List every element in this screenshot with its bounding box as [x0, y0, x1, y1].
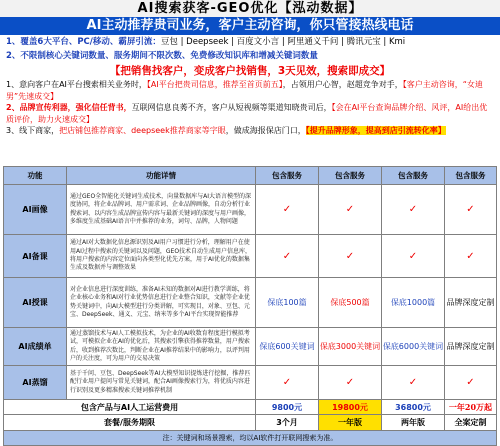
row-name: AI备课: [4, 235, 67, 278]
check-icon: ✓: [445, 366, 497, 400]
unlimited-keywords-line: [0, 49, 500, 63]
package-table: [3, 166, 497, 446]
price-1-year: 19800元: [319, 400, 382, 415]
benefit-3-c: ，做成海报保店门口，: [225, 126, 306, 135]
row-name: AI蒸馏: [4, 366, 67, 400]
period-row: [4, 415, 497, 431]
platform-coverage-line: [0, 35, 500, 49]
keywords-lead: 2、不限制核心关键词数量、: [6, 51, 114, 61]
page-title: AI搜索获客-GEO优化【泓动数据】: [0, 0, 500, 17]
article-quota: 保底100篇: [256, 278, 319, 328]
header-pkg-3: 包含服务: [382, 167, 445, 185]
benefit-3-b: 把店铺包推荐商家、deepseek推荐商家等字眼: [59, 126, 226, 135]
note-row: [4, 431, 497, 446]
check-icon: ✓: [256, 185, 319, 235]
row-name: AI授课: [4, 278, 67, 328]
price-2-years: 36800元: [382, 400, 445, 415]
benefit-1-a: 1、意向客户在AI平台搜索相关业务时，: [6, 80, 147, 89]
red-slogan: 【把销售找客户，变成客户找销售，3天见效，搜索即成交】: [109, 65, 391, 77]
period-1-year: 一年版: [319, 415, 382, 431]
platform-lead: 1、覆盖6大平台、PC/移动、霸屏引流：: [6, 37, 161, 47]
benefit-3-a: 3、线下商家，: [6, 126, 60, 135]
period-3-months: 3个月: [256, 415, 319, 431]
table-row: [4, 185, 497, 235]
row-detail: 基于千问、豆包、DeepSeek等AI大模型知识提炼进行挖掘，推荐匹配行业用户提问与常见关键词，配合AI画像搜索行为，将优质内容进行识别及更多精准搜索关键词推荐机制: [67, 366, 256, 400]
row-detail: 通过AI对大数据化信息源识别及AI用户习惯进行分析，理解用户在使用AI过程中搜索的关键词以及问题，GEO技术自动生成用户信息库，将用户搜索的内容定位面向各类型化优先方案，用于AI优化的数据集生成及数据并与调整效果: [67, 235, 256, 278]
row-detail: 对企业信息进行深度训练，准备AI未知的数据对AI进行教学训练，将企业核心业务和AI对行业优势信息进行企业整合知识，文献等企业优势关键词中，向AI大模型进行分类讲解，可实现目，对象、豆包、元宝、DeepSeek、通义、元宝、纳米等多个AI平台实现智能推荐: [67, 278, 256, 328]
check-icon: ✓: [445, 185, 497, 235]
row-detail: 通过GEO全智能化关键词生成技术，向量数据库与AI大语言模型的深度协同，将企业品牌词、用户需求词、企业品牌画像，自动分析行业搜索词、以内容生成品牌宣传内容与最新关键词的深度与用户画像，多维度生成基础AI语言中并推荐的业务，词句、品牌，人物问题: [67, 185, 256, 235]
keyword-quota: 保底600关键词: [256, 328, 319, 366]
headline-banner: AI主动推荐贵司业务，客户主动咨询，你只管接热线电话: [0, 17, 500, 35]
header-detail: 功能详情: [67, 167, 256, 185]
price-label: 包含产品与AI人工运营费用: [4, 400, 256, 415]
header-pkg-2: 包含服务: [319, 167, 382, 185]
article-quota: 保底500篇: [319, 278, 382, 328]
table-row: [4, 328, 497, 366]
benefit-2-a: 2、品牌宣传利器，强化信任背书，: [6, 103, 132, 112]
table-row: [4, 278, 497, 328]
keywords-rest: 服务期间不限次数、免费修改知识库和增减关键词数量: [113, 51, 318, 61]
check-icon: ✓: [382, 185, 445, 235]
keyword-quota: 保底3000关键词: [319, 328, 382, 366]
article-quota: 保底1000篇: [382, 278, 445, 328]
row-name: AI成绩单: [4, 328, 67, 366]
check-icon: ✓: [319, 366, 382, 400]
table-row: [4, 235, 497, 278]
check-icon: ✓: [256, 366, 319, 400]
check-icon: ✓: [319, 235, 382, 278]
header-pkg-1: 包含服务: [256, 167, 319, 185]
header-function: 功能: [4, 167, 67, 185]
table-header-row: [4, 167, 497, 185]
benefit-1-d: 【客户主动咨询，“女迪男”先速成交】: [6, 80, 483, 101]
check-icon: ✓: [445, 235, 497, 278]
price-custom: 一年20万起: [445, 400, 497, 415]
benefit-2: [0, 102, 500, 125]
period-2-years: 两年版: [382, 415, 445, 431]
check-icon: ✓: [382, 366, 445, 400]
benefit-3-d: 【提升品牌形象，提高到店引流转化率】: [305, 126, 446, 135]
keyword-quota: 保底6000关键词: [382, 328, 445, 366]
period-custom: 全案定制: [445, 415, 497, 431]
price-3-months: 9800元: [256, 400, 319, 415]
benefit-1-c: ，占领用户心智，赵超竞争对手，: [282, 80, 403, 89]
table-row: [4, 366, 497, 400]
row-detail: 通过蒸馏技术与AI人工模拟技术，为企业的AI收数育程度进行模拟考试，可模拟企业在AI的优化后，其搜索引擎获得推荐数量，用户搜索后，收到推荐次数比，判断企业在AI推荐结果中的影响力，以评判用户的关注度，可为用户的交易决策: [67, 328, 256, 366]
benefit-2-c: 【会在AI平台查询品牌介绍、风评，AI给出优质评价，助力火速成交】: [6, 103, 488, 124]
period-label: 套餐/服务期限: [4, 415, 256, 431]
custom-plan: 品牌深度定制: [445, 328, 497, 366]
benefit-2-b: 互联网信息良莠不齐，客户从短视频等渠道知晓贵司后，: [131, 103, 332, 112]
benefit-1: [0, 79, 500, 102]
header-pkg-4: 包含服务: [445, 167, 497, 185]
platform-list: 豆包 | Deepseek | 百度文小言 | 阿里通义千问 | 腾讯元宝 | Kmi: [160, 37, 406, 47]
check-icon: ✓: [256, 235, 319, 278]
footnote: 注：关键词和场景搜索，均以AI软件打开联网搜索为准。: [4, 431, 497, 446]
benefit-1-b: 【AI平台把贵司信息，推荐至首页前五】: [146, 80, 283, 89]
row-name: AI画像: [4, 185, 67, 235]
check-icon: ✓: [319, 185, 382, 235]
check-icon: ✓: [382, 235, 445, 278]
benefit-3: [0, 125, 500, 137]
custom-plan: 品牌深度定制: [445, 278, 497, 328]
price-row: [4, 400, 497, 415]
